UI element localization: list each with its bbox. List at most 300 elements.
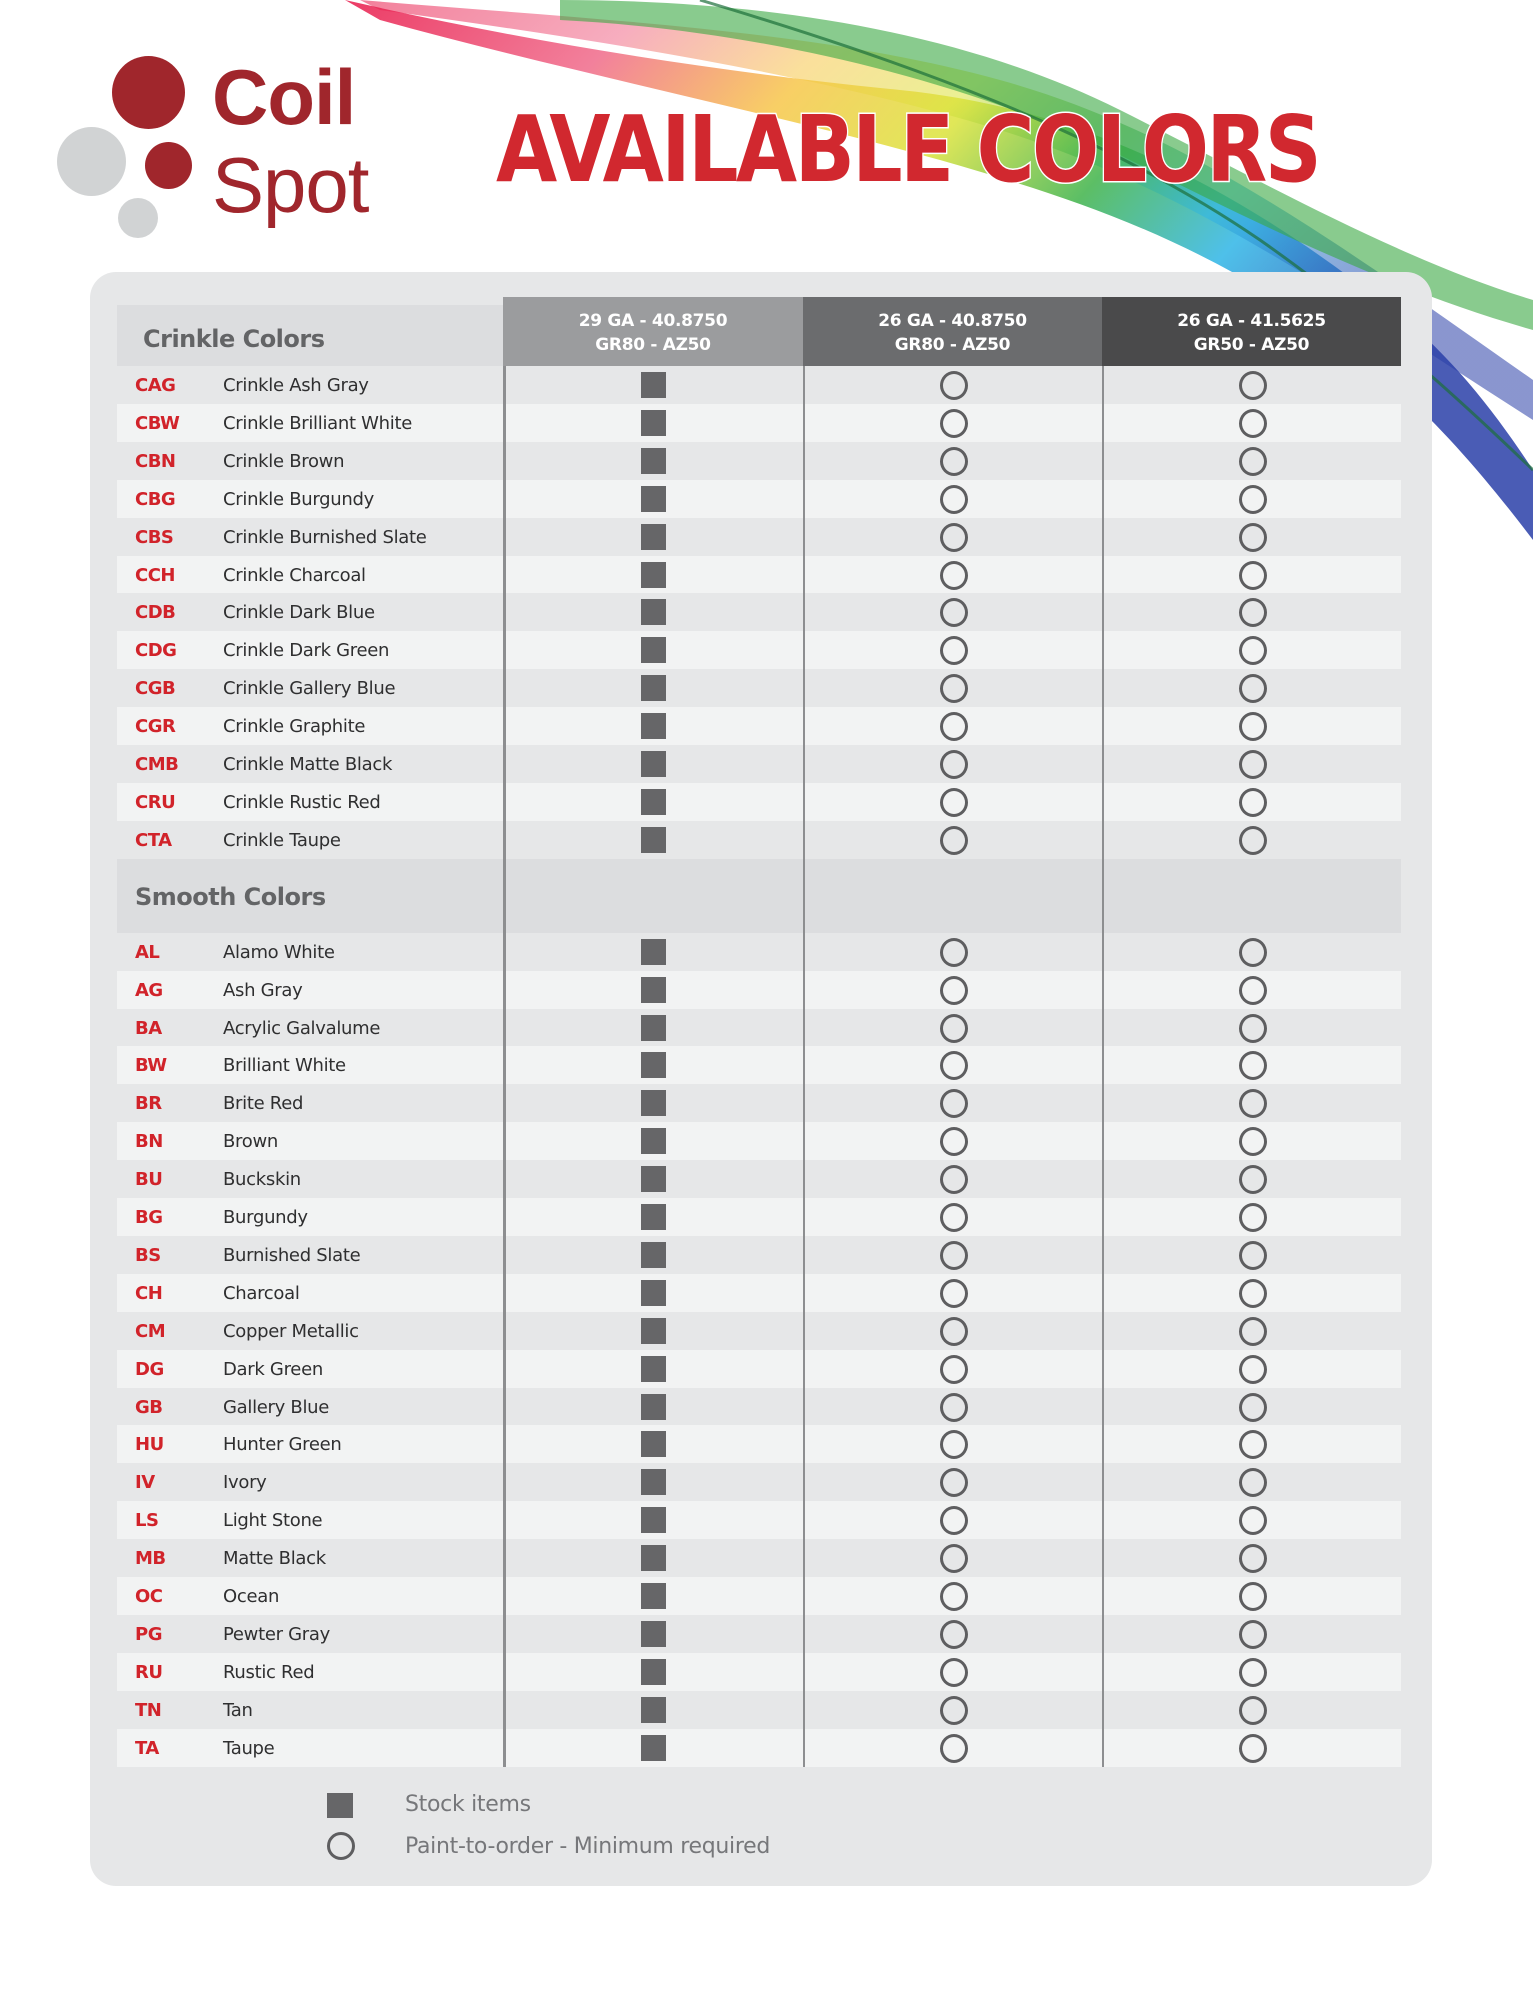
availability-cell [1102, 1653, 1402, 1691]
filled-square-icon [641, 1697, 666, 1723]
color-code: IV [135, 1472, 155, 1494]
availability-cell [1102, 1425, 1402, 1463]
color-name: Ocean [223, 1586, 280, 1607]
color-name: Dark Green [223, 1358, 323, 1380]
hollow-circle-icon [1239, 1089, 1267, 1118]
table-row [117, 1236, 1401, 1274]
availability-cell [803, 1653, 1103, 1691]
table-row [117, 1122, 1401, 1160]
hollow-circle-icon [1239, 1051, 1267, 1080]
hollow-circle-icon [940, 636, 968, 665]
availability-cell [1102, 745, 1402, 783]
color-name: Taupe [223, 1737, 275, 1759]
filled-square-icon [641, 1204, 666, 1230]
hollow-circle-icon [940, 523, 968, 552]
color-code: BW [135, 1055, 167, 1077]
color-name: Crinkle Taupe [223, 829, 341, 851]
hollow-circle-icon [940, 1506, 968, 1535]
availability-cell [803, 1539, 1103, 1577]
hollow-circle-icon [940, 788, 968, 817]
table-row [117, 1084, 1401, 1122]
color-code: GB [135, 1396, 163, 1418]
hollow-circle-icon [940, 1127, 968, 1156]
filled-square-icon [641, 1090, 666, 1116]
table-row [117, 518, 1401, 556]
color-name: Crinkle Matte Black [223, 754, 393, 775]
availability-cell [803, 442, 1103, 480]
availability-cell [803, 1046, 1103, 1084]
color-code: CGR [135, 716, 176, 738]
hollow-circle-icon [1239, 674, 1267, 703]
hollow-circle-icon [940, 1696, 968, 1725]
table-row [117, 669, 1401, 707]
availability-cell [1102, 631, 1402, 669]
availability-cell [1102, 1160, 1402, 1198]
availability-cell [1102, 556, 1402, 594]
logo-text-spot: Spot [212, 141, 369, 229]
availability-cell [503, 1046, 803, 1084]
filled-square-icon [641, 1735, 666, 1761]
hollow-circle-icon [1239, 409, 1267, 438]
table-row [117, 745, 1401, 783]
availability-cell [1102, 404, 1402, 442]
availability-cell [503, 1122, 803, 1160]
availability-cell [803, 1691, 1103, 1729]
color-name: Crinkle Charcoal [223, 564, 366, 586]
hollow-circle-icon [940, 712, 968, 741]
table-row [117, 1388, 1401, 1426]
color-code: CMB [135, 754, 179, 775]
table-row [117, 1160, 1401, 1198]
color-code: CBW [135, 412, 180, 434]
availability-cell [803, 821, 1103, 859]
availability-cell [803, 1463, 1103, 1501]
availability-cell [1102, 707, 1402, 745]
availability-cell [1102, 1388, 1402, 1426]
filled-square-icon [327, 1793, 353, 1818]
availability-cell [1102, 669, 1402, 707]
hollow-circle-icon [940, 1468, 968, 1497]
table-row [117, 821, 1401, 859]
filled-square-icon [641, 977, 666, 1003]
availability-cell [803, 1577, 1103, 1615]
availability-cell [803, 1729, 1103, 1767]
filled-square-icon [641, 827, 666, 853]
filled-square-icon [641, 1431, 666, 1457]
availability-cell [503, 593, 803, 631]
availability-cell [503, 480, 803, 518]
availability-cell [1102, 1615, 1402, 1653]
table-row [117, 1615, 1401, 1653]
hollow-circle-icon [940, 1089, 968, 1118]
filled-square-icon [641, 599, 666, 625]
hollow-circle-icon [940, 1658, 968, 1687]
availability-cell [1102, 1729, 1402, 1767]
hollow-circle-icon [940, 598, 968, 627]
hollow-circle-icon [1239, 1203, 1267, 1232]
logo-dot-small-gray [118, 198, 158, 238]
color-code: DG [135, 1358, 164, 1380]
availability-cell [803, 1198, 1103, 1236]
logo-dot-large-gray [57, 127, 126, 196]
availability-cell [803, 1160, 1103, 1198]
availability-cell [1102, 971, 1402, 1009]
availability-cell [503, 1350, 803, 1388]
color-name: Burnished Slate [223, 1244, 361, 1266]
hollow-circle-icon [940, 1620, 968, 1649]
availability-cell [503, 1009, 803, 1047]
color-code: BA [135, 1017, 162, 1039]
hollow-circle-icon [1239, 1658, 1267, 1687]
page-title: AVAILABLE COLORS [496, 96, 1320, 203]
availability-cell [503, 1388, 803, 1426]
hollow-circle-icon [940, 1014, 968, 1043]
availability-cell [1102, 821, 1402, 859]
availability-cell [1102, 1501, 1402, 1539]
color-name: Brown [223, 1131, 278, 1153]
availability-cell [1102, 1312, 1402, 1350]
availability-cell [803, 1350, 1103, 1388]
color-name: Light Stone [223, 1510, 323, 1532]
availability-cell [803, 1122, 1103, 1160]
availability-cell [1102, 480, 1402, 518]
availability-cell [503, 1653, 803, 1691]
color-name: Ash Gray [223, 979, 303, 1001]
availability-cell [503, 669, 803, 707]
availability-cell [803, 631, 1103, 669]
column-header-line2: GR80 - AZ50 [595, 335, 711, 355]
section-title-smooth: Smooth Colors [135, 882, 326, 911]
filled-square-icon [641, 1052, 666, 1078]
color-code: CGB [135, 678, 176, 700]
column-header-line1: 29 GA - 40.8750 [578, 311, 728, 331]
color-code: BU [135, 1169, 163, 1191]
column-header-line1: 26 GA - 41.5625 [1177, 311, 1326, 331]
availability-cell [503, 404, 803, 442]
hollow-circle-icon [940, 1355, 968, 1384]
hollow-circle-icon [940, 1241, 968, 1270]
hollow-circle-icon [1239, 1544, 1267, 1573]
color-code: CBN [135, 450, 176, 472]
color-name: Tan [223, 1699, 253, 1721]
column-header-line2: GR80 - AZ50 [894, 335, 1011, 355]
filled-square-icon [641, 1583, 666, 1609]
hollow-circle-icon [1239, 1241, 1267, 1270]
column-divider [1102, 366, 1104, 1767]
hollow-circle-icon [940, 1544, 968, 1573]
hollow-circle-icon [1239, 1014, 1267, 1043]
table-row [117, 1425, 1401, 1463]
availability-cell [803, 783, 1103, 821]
table-row [117, 1577, 1401, 1615]
hollow-circle-icon [1239, 1468, 1267, 1497]
legend-stock-label: Stock items [405, 1792, 531, 1817]
section-title-crinkle: Crinkle Colors [143, 325, 325, 353]
filled-square-icon [641, 1128, 666, 1154]
filled-square-icon [641, 939, 666, 965]
hollow-circle-icon [940, 1582, 968, 1611]
color-name: Charcoal [223, 1282, 300, 1304]
table-row [117, 971, 1401, 1009]
color-code: CH [135, 1282, 163, 1304]
color-code: CM [135, 1320, 166, 1342]
availability-cell [503, 783, 803, 821]
availability-cell [1102, 1350, 1402, 1388]
color-code: CAG [135, 375, 176, 396]
table-row [117, 404, 1401, 442]
hollow-circle-icon [940, 1203, 968, 1232]
hollow-circle-icon [940, 1051, 968, 1080]
filled-square-icon [641, 1659, 666, 1685]
filled-square-icon [641, 1280, 666, 1306]
color-name: Crinkle Brilliant White [223, 412, 413, 434]
availability-cell [503, 1729, 803, 1767]
availability-cell [803, 1615, 1103, 1653]
hollow-circle-icon [940, 1393, 968, 1422]
table-row [117, 1274, 1401, 1312]
availability-cell [803, 480, 1103, 518]
table-row [117, 1691, 1401, 1729]
table-row [117, 1312, 1401, 1350]
availability-cell [1102, 1084, 1402, 1122]
hollow-circle-icon [940, 938, 968, 967]
filled-square-icon [641, 1507, 666, 1533]
color-name: Alamo White [223, 941, 335, 963]
column-header-26ga-41 [1102, 297, 1401, 366]
hollow-circle-icon [940, 447, 968, 476]
color-name: Crinkle Dark Blue [223, 602, 375, 624]
availability-cell [503, 1615, 803, 1653]
table-row [117, 1653, 1401, 1691]
availability-cell [803, 593, 1103, 631]
hollow-circle-icon [1239, 750, 1267, 779]
filled-square-icon [641, 372, 666, 398]
hollow-circle-icon [1239, 1355, 1267, 1384]
availability-cell [803, 1274, 1103, 1312]
filled-square-icon [641, 486, 666, 512]
hollow-circle-icon [1239, 598, 1267, 627]
table-row [117, 1350, 1401, 1388]
filled-square-icon [641, 448, 666, 474]
color-code: CBS [135, 526, 174, 548]
color-name: Acrylic Galvalume [223, 1017, 381, 1039]
availability-cell [803, 1236, 1103, 1274]
color-name: Copper Metallic [223, 1320, 359, 1342]
availability-cell [803, 1425, 1103, 1463]
hollow-circle-icon [940, 485, 968, 514]
hollow-circle-icon [940, 1430, 968, 1459]
hollow-circle-icon [1239, 447, 1267, 476]
filled-square-icon [641, 1242, 666, 1268]
color-name: Crinkle Gallery Blue [223, 678, 396, 700]
table-row [117, 1198, 1401, 1236]
table-row [117, 593, 1401, 631]
hollow-circle-icon [940, 976, 968, 1005]
availability-cell [1102, 366, 1402, 404]
color-code: CDG [135, 640, 177, 662]
hollow-circle-icon [1239, 826, 1267, 855]
legend-order-label: Paint-to-order - Minimum required [405, 1834, 771, 1859]
color-code: CRU [135, 791, 176, 813]
color-code: PG [135, 1623, 162, 1645]
availability-cell [503, 707, 803, 745]
availability-cell [803, 1388, 1103, 1426]
table-row [117, 1501, 1401, 1539]
availability-cell [503, 1425, 803, 1463]
availability-cell [503, 631, 803, 669]
availability-cell [503, 1577, 803, 1615]
coil-spot-logo [0, 0, 400, 260]
availability-cell [503, 442, 803, 480]
hollow-circle-icon [940, 371, 968, 400]
color-code: MB [135, 1548, 166, 1570]
color-name: Ivory [223, 1472, 267, 1494]
column-divider [503, 366, 506, 1767]
availability-cell [803, 1009, 1103, 1047]
availability-cell [1102, 1539, 1402, 1577]
availability-cell [1102, 1046, 1402, 1084]
hollow-circle-icon [1239, 1734, 1267, 1763]
availability-cell [503, 1501, 803, 1539]
logo-text-coil: Coil [212, 53, 356, 141]
color-code: BR [135, 1093, 162, 1115]
hollow-circle-icon [940, 1317, 968, 1346]
availability-cell [803, 933, 1103, 971]
hollow-circle-icon [940, 750, 968, 779]
availability-cell [1102, 1122, 1402, 1160]
table-row [117, 783, 1401, 821]
hollow-circle-icon [1239, 1165, 1267, 1194]
color-name: Rustic Red [223, 1661, 315, 1683]
availability-cell [1102, 1236, 1402, 1274]
column-header-29ga [503, 297, 803, 366]
availability-cell [803, 1312, 1103, 1350]
filled-square-icon [641, 1356, 666, 1382]
color-name: Brilliant White [223, 1055, 346, 1077]
hollow-circle-icon [940, 1165, 968, 1194]
color-name: Burgundy [223, 1207, 308, 1228]
color-name: Hunter Green [223, 1434, 342, 1456]
hollow-circle-icon [940, 826, 968, 855]
logo-dot-small-red [145, 142, 192, 189]
color-name: Crinkle Rustic Red [223, 791, 381, 813]
color-name: Matte Black [223, 1548, 326, 1570]
filled-square-icon [641, 1166, 666, 1192]
availability-cell [803, 404, 1103, 442]
hollow-circle-icon [940, 1279, 968, 1308]
table-row [117, 631, 1401, 669]
availability-cell [803, 556, 1103, 594]
table-row [117, 480, 1401, 518]
color-code: AL [135, 941, 160, 963]
table-row [117, 1729, 1401, 1767]
availability-cell [503, 1463, 803, 1501]
filled-square-icon [641, 789, 666, 815]
hollow-circle-icon [1239, 712, 1267, 741]
hollow-circle-icon [940, 409, 968, 438]
table-row [117, 366, 1401, 404]
color-name: Crinkle Burnished Slate [223, 526, 427, 548]
hollow-circle-icon [1239, 788, 1267, 817]
color-name: Crinkle Burgundy [223, 488, 374, 510]
availability-cell [1102, 1577, 1402, 1615]
availability-cell [1102, 1009, 1402, 1047]
color-name: Buckskin [223, 1169, 301, 1191]
availability-cell [503, 1539, 803, 1577]
color-name: Brite Red [223, 1093, 304, 1115]
availability-cell [803, 707, 1103, 745]
availability-cell [1102, 1463, 1402, 1501]
table-row [117, 1046, 1401, 1084]
color-code: OC [135, 1586, 163, 1607]
color-code: CBG [135, 488, 176, 510]
column-header-line2: GR50 - AZ50 [1193, 335, 1310, 355]
hollow-circle-icon [1239, 938, 1267, 967]
color-code: BG [135, 1207, 163, 1228]
table-row [117, 556, 1401, 594]
filled-square-icon [641, 1318, 666, 1344]
availability-cell [503, 518, 803, 556]
availability-cell [503, 366, 803, 404]
hollow-circle-icon [1239, 1430, 1267, 1459]
color-name: Crinkle Dark Green [223, 640, 390, 662]
filled-square-icon [641, 562, 666, 588]
column-header-26ga-40 [803, 297, 1102, 366]
color-code: CCH [135, 564, 175, 586]
availability-cell [1102, 783, 1402, 821]
filled-square-icon [641, 1545, 666, 1571]
availability-cell [503, 971, 803, 1009]
table-row [117, 442, 1401, 480]
logo-dot-large-red [112, 56, 185, 129]
availability-cell [1102, 442, 1402, 480]
filled-square-icon [641, 751, 666, 777]
hollow-circle-icon [327, 1832, 355, 1860]
availability-cell [503, 821, 803, 859]
availability-cell [503, 1198, 803, 1236]
hollow-circle-icon [1239, 636, 1267, 665]
availability-cell [503, 1274, 803, 1312]
hollow-circle-icon [1239, 1127, 1267, 1156]
hollow-circle-icon [1239, 371, 1267, 400]
availability-cell [1102, 1198, 1402, 1236]
color-code: BN [135, 1131, 163, 1153]
availability-cell [503, 933, 803, 971]
availability-cell [503, 556, 803, 594]
column-divider [803, 366, 805, 1767]
availability-cell [503, 1691, 803, 1729]
filled-square-icon [641, 1015, 666, 1041]
color-code: AG [135, 979, 163, 1001]
hollow-circle-icon [940, 561, 968, 590]
hollow-circle-icon [1239, 1620, 1267, 1649]
availability-cell [503, 745, 803, 783]
availability-cell [1102, 518, 1402, 556]
color-code: CTA [135, 829, 172, 851]
color-code: HU [135, 1434, 164, 1456]
table-row [117, 1539, 1401, 1577]
availability-cell [803, 669, 1103, 707]
availability-cell [1102, 1274, 1402, 1312]
color-code: TN [135, 1699, 162, 1721]
color-code: RU [135, 1661, 163, 1683]
filled-square-icon [641, 1621, 666, 1647]
availability-cell [803, 366, 1103, 404]
hollow-circle-icon [1239, 485, 1267, 514]
table-row [117, 1463, 1401, 1501]
availability-cell [503, 1312, 803, 1350]
color-code: TA [135, 1737, 159, 1759]
